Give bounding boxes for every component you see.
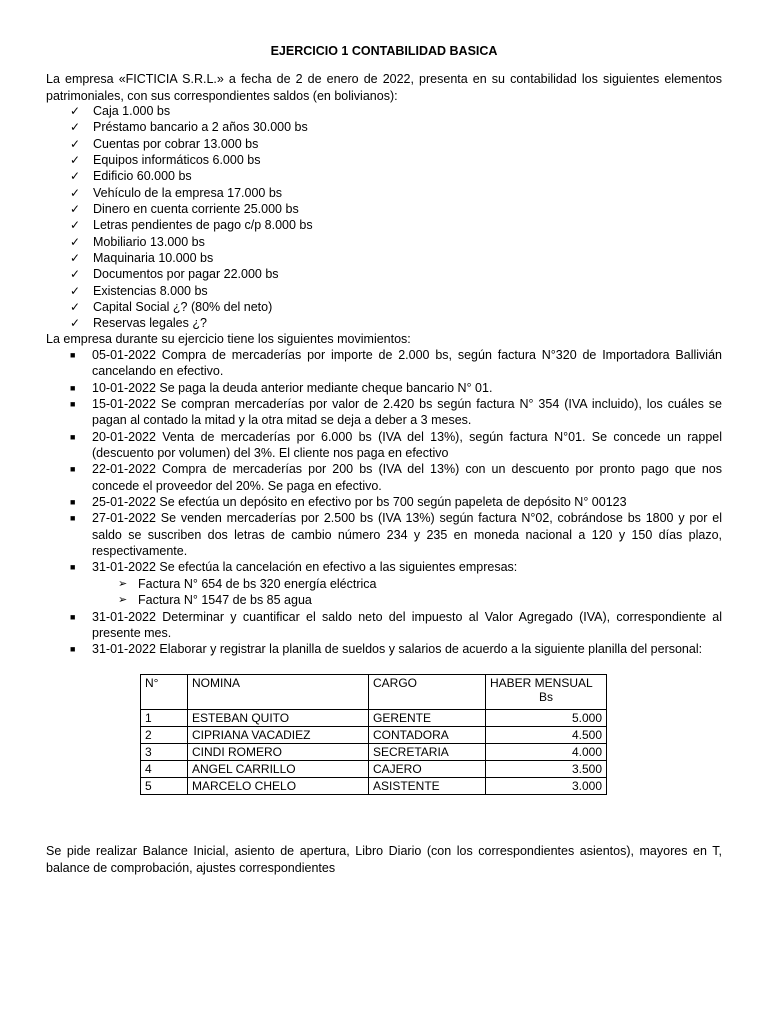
closing-paragraph: Se pide realizar Balance Inicial, asiento de apertura, Libro Diario (con los correspondientes asientos), mayores en T, balance de comprobación, ajustes correspondientes (46, 844, 722, 875)
checkmark-icon: ✓ (70, 267, 81, 282)
square-bullet-icon: ■ (70, 431, 76, 442)
square-bullet-icon: ■ (70, 562, 76, 573)
table-row: 4 ANGEL CARRILLO CAJERO 3.500 (141, 761, 607, 778)
list-item: ■ 15-01-2022 Se compran mercaderías por valor de 2.420 bs según factura N° 354 (IVA incluido), los cuáles se pagan al contado la mitad y la otra mitad se deja a deber a 3 meses. (70, 397, 722, 428)
table-row: 1 ESTEBAN QUITO GERENTE 5.000 (141, 710, 607, 727)
list-item: ■ 20-01-2022 Venta de mercaderías por 6.000 bs (IVA del 13%), según factura N°01. Se concede un rappel (descuento por volumen) del 3%. El cliente nos paga en efectivo (70, 429, 722, 461)
table-row: 3 CINDI ROMERO SECRETARIA 4.000 (141, 744, 607, 761)
square-bullet-icon: ■ (70, 464, 76, 475)
list-item: ✓ Reservas legales ¿? (70, 316, 207, 331)
list-item: ■ 31-01-2022 Determinar y cuantificar el saldo neto del impuesto al Valor Agregado (IVA), correspondiente al presente mes. (70, 609, 722, 640)
header-cargo: CARGO (369, 675, 486, 710)
square-bullet-icon: ■ (70, 399, 76, 410)
square-bullet-icon: ■ (70, 513, 76, 524)
checkmark-icon: ✓ (70, 104, 81, 118)
list-item: ■ 31-01-2022 Elaborar y registrar la planilla de sueldos y salarios de acuerdo a la siguiente planilla del personal: (70, 642, 703, 657)
list-item: ✓ Capital Social ¿? (80% del neto) (70, 300, 273, 315)
checkmark-icon: ✓ (70, 153, 81, 168)
list-item: ✓ Caja 1.000 bs (70, 104, 171, 118)
checkmark-icon: ✓ (70, 169, 81, 184)
list-item: ✓ Vehículo de la empresa 17.000 bs (70, 185, 283, 200)
header-n: N° (141, 675, 188, 710)
list-item: ✓ Letras pendientes de pago c/p 8.000 bs (70, 218, 313, 233)
list-item: ■ 10-01-2022 Se paga la deuda anterior mediante cheque bancario N° 01. (70, 380, 493, 395)
checkmark-icon: ✓ (70, 300, 81, 315)
list-item: ■ 05-01-2022 Compra de mercaderías por importe de 2.000 bs, según factura N°320 de Importadora Ballivián cancelando en efectivo. (70, 348, 722, 379)
square-bullet-icon: ■ (70, 497, 76, 508)
list-item: ■ 22-01-2022 Compra de mercaderías por 200 bs (IVA del 13%) con un descuento por pronto pago que nos concede el proveedor del 20%. Se paga en efectivo. (70, 462, 722, 493)
list-item: ✓ Equipos informáticos 6.000 bs (70, 153, 261, 168)
table-row: 5 MARCELO CHELO ASISTENTE 3.000 (141, 778, 607, 795)
list-item: ✓ Existencias 8.000 bs (70, 283, 208, 298)
table-header-row (141, 675, 607, 710)
table-row: 2 CIPRIANA VACADIEZ CONTADORA 4.500 (141, 727, 607, 744)
list-item: ■ 25-01-2022 Se efectúa un depósito en efectivo por bs 700 según papeleta de depósito N° 00123 (70, 495, 627, 510)
header-nomina: NOMINA (188, 675, 369, 710)
movements-list (70, 347, 722, 658)
checkmark-icon: ✓ (70, 202, 81, 217)
payroll-table (140, 674, 607, 795)
square-bullet-icon: ■ (70, 644, 76, 655)
arrow-bullet-icon: ➢ (118, 577, 128, 590)
square-bullet-icon: ■ (70, 350, 76, 360)
list-item: ■ 27-01-2022 Se venden mercaderías por 2.500 bs (IVA 13%) según factura N°02, cobrándose bs 1800 y por el saldo se suscriben dos letras de cambio número 234 y 235 en moneda nacional a 120 y 150 días plazo, respectivamente. (70, 511, 722, 559)
list-item: ✓ Mobiliario 13.000 bs (70, 234, 205, 249)
list-item: ✓ Edificio 60.000 bs (70, 169, 192, 184)
checkmark-icon: ✓ (70, 316, 81, 331)
list-item: ➢ Factura N° 1547 de bs 85 agua (118, 593, 312, 608)
checkmark-icon: ✓ (70, 283, 81, 298)
checkmark-icon: ✓ (70, 136, 81, 151)
square-bullet-icon: ■ (70, 611, 76, 622)
arrow-bullet-icon: ➢ (118, 594, 128, 607)
list-item: ✓ Maquinaria 10.000 bs (70, 251, 214, 266)
checkmark-icon: ✓ (70, 251, 81, 266)
checkmark-icon: ✓ (70, 234, 81, 249)
list-item: ✓ Préstamo bancario a 2 años 30.000 bs (70, 120, 308, 135)
list-item: ✓ Dinero en cuenta corriente 25.000 bs (70, 202, 299, 217)
square-bullet-icon: ■ (70, 382, 76, 393)
header-haber-unit: Bs (538, 690, 553, 704)
checkmark-icon: ✓ (70, 218, 81, 233)
list-item: ✓ Cuentas por cobrar 13.000 bs (70, 136, 259, 151)
list-item: ■ 31-01-2022 Se efectúa la cancelación en efectivo a las siguientes empresas: ➢ Factura N° 654 de bs 320 energía eléctrica ➢ Factura N° 1547 de bs 85 agua (70, 559, 722, 608)
header-haber: HABER MENSUAL Bs (486, 675, 607, 710)
patrimonial-elements-list (70, 103, 313, 332)
document-title: EJERCICIO 1 CONTABILIDAD BASICA (270, 44, 498, 58)
checkmark-icon: ✓ (70, 185, 81, 200)
invoices-sublist (92, 576, 722, 609)
list-item: ✓ Documentos por pagar 22.000 bs (70, 267, 279, 282)
intro-paragraph: La empresa «FICTICIA S.R.L.» a fecha de 2 de enero de 2022, presenta en su contabilidad los siguientes elementos patrimoniales, con sus correspondientes saldos (en bolivianos): (46, 72, 722, 103)
movements-intro: La empresa durante su ejercicio tiene los siguientes movimientos: (46, 332, 411, 346)
checkmark-icon: ✓ (70, 120, 81, 135)
list-item: ➢ Factura N° 654 de bs 320 energía eléctrica (118, 576, 377, 591)
